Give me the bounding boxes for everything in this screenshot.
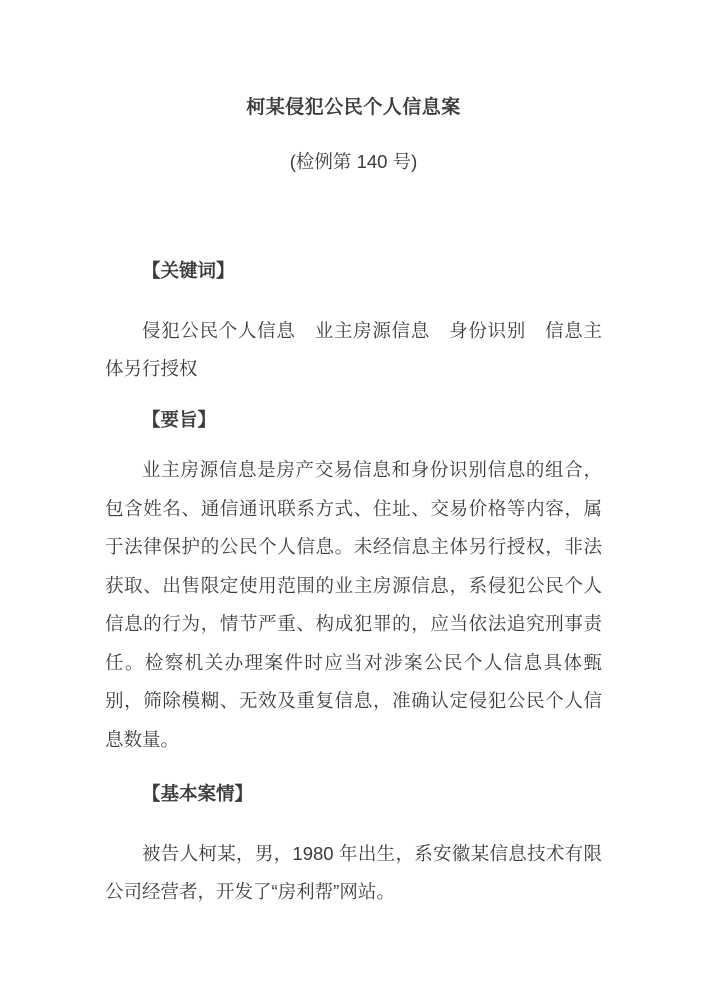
section-body-keywords: 侵犯公民个人信息 业主房源信息 身份识别 信息主体另行授权 [105, 319, 602, 379]
section-basic-facts [105, 775, 602, 912]
section-gist [105, 401, 602, 760]
case-number: (检例第 140 号) [289, 150, 418, 172]
section-body-basic-facts: 被告人柯某，男，1980 年出生，系安徽某信息技术有限公司经营者，开发了“房利帮”网站。 [105, 842, 602, 902]
section-heading-basic-facts: 【基本案情】 [142, 783, 254, 804]
section-heading-keywords: 【关键词】 [142, 260, 235, 281]
section-keywords [105, 252, 602, 389]
section-body-gist: 业主房源信息是房产交易信息和身份识别信息的组合，包含姓名、通信通讯联系方式、住址、交易价格等内容，属于法律保护的公民个人信息。未经信息主体另行授权，非法获取、出售限定使用范围的业主房源信息，系侵犯公民个人信息的行为，情节严重、构成犯罪的，应当依法追究刑事责任。检察机关办理案件时应当对涉案公民个人信息具体甄别，筛除模糊、无效及重复信息，准确认定侵犯公民个人信息数量。 [105, 459, 602, 750]
section-heading-gist: 【要旨】 [142, 408, 217, 430]
document-title: 柯某侵犯公民个人信息案 [246, 97, 461, 118]
